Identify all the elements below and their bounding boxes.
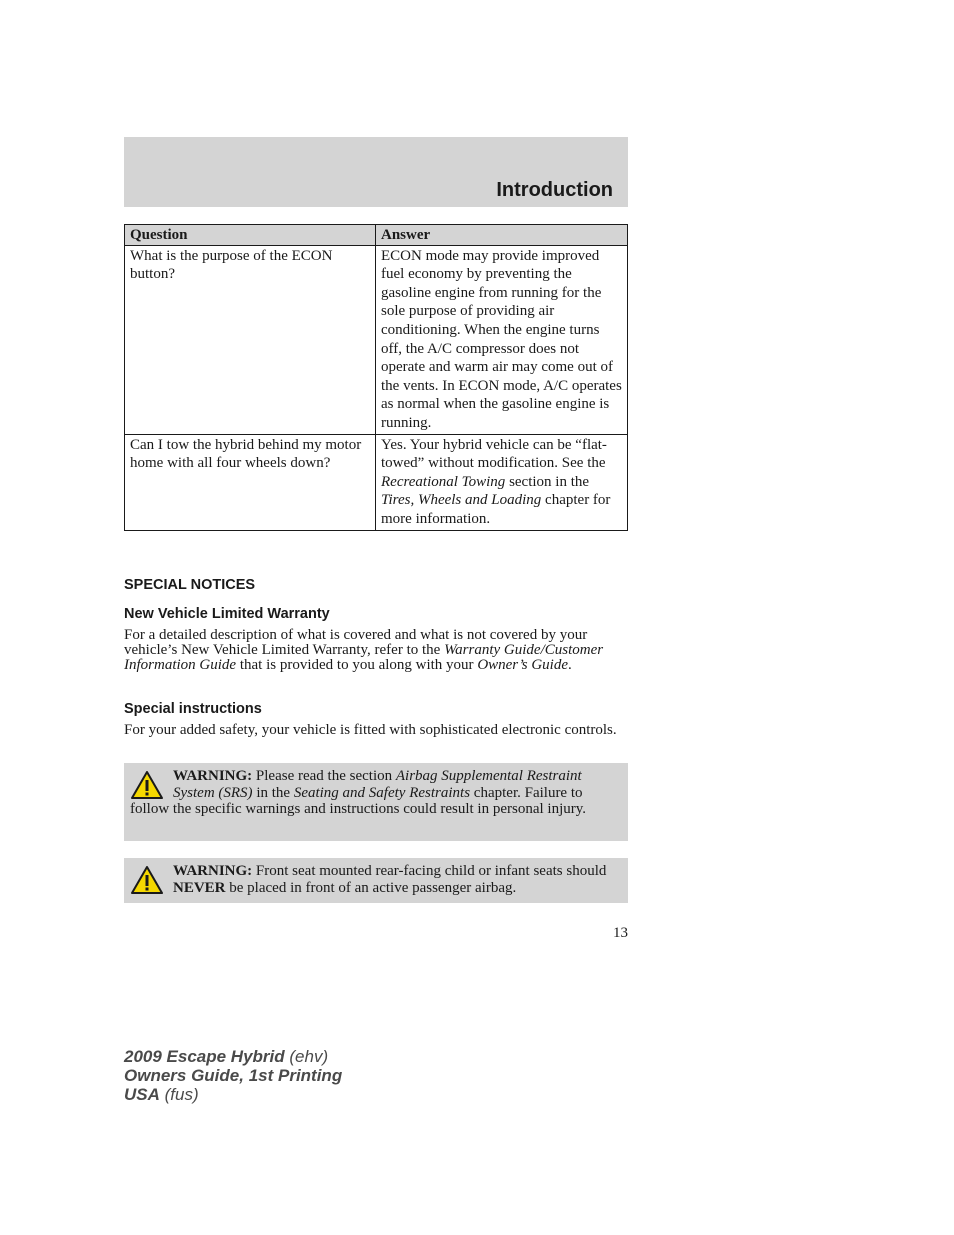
warning-label: WARNING: — [173, 768, 253, 784]
paragraph-text: For a detailed description of what is covered and what is not covered by your vehicle’s New Vehicle Limited Warranty, refer to the — [124, 627, 588, 658]
question-cell: What is the purpose of the ECON button? — [125, 245, 376, 434]
special-instructions-block — [124, 701, 628, 738]
page-number: 13 — [613, 925, 628, 941]
table-row — [125, 245, 628, 434]
warning-triangle-icon — [130, 770, 164, 800]
footer-line-market — [124, 1085, 342, 1104]
srs-section-ref: Airbag Supplemental Restraint System (SRS) — [173, 768, 582, 801]
chapter-title: Introduction — [496, 179, 613, 201]
footer-market-code: (fus) — [159, 1085, 199, 1104]
warning-box-child-seat — [124, 858, 628, 903]
answer-text: chapter for more information. — [381, 492, 611, 527]
table-row — [125, 434, 628, 530]
warranty-block — [124, 606, 628, 673]
warning-text: Front seat mounted rear-facing child or infant seats should — [252, 863, 607, 879]
warning-triangle-icon — [130, 865, 164, 895]
footer-line-printing — [124, 1066, 342, 1085]
warning-text: Please read the section — [252, 768, 396, 784]
warning-text: chapter. Failure to follow the specific warnings and instructions could result in personal injury. — [130, 784, 587, 818]
footer-model: 2009 Escape Hybrid — [124, 1047, 285, 1066]
section-heading: SPECIAL NOTICES — [124, 577, 256, 593]
footer-market: USA — [124, 1085, 160, 1104]
subsection-heading: New Vehicle Limited Warranty — [124, 606, 330, 622]
answer-cell: ECON mode may provide improved fuel economy by preventing the gasoline engine from running for the sole purpose of providing air conditioning. When the engine turns off, the A/C compressor does not operate and warm air may come out of the vents. In ECON mode, A/C operates as normal when the gasoline engine is running. — [376, 245, 628, 434]
warranty-paragraph — [124, 628, 628, 673]
warning-text: in the — [252, 784, 294, 801]
answer-text: Yes. Your hybrid vehicle can be “flat-towed” without modification. See the — [381, 436, 607, 472]
paragraph-text: . — [568, 657, 572, 673]
seating-chapter-ref: Seating and Safety Restraints — [293, 784, 471, 801]
chapter-header-band — [124, 137, 628, 207]
answer-text: section in the — [505, 473, 590, 490]
warning-box-airbag — [124, 763, 628, 841]
paragraph-text: that is provided to you along with your — [236, 657, 478, 673]
footer-printing: Owners Guide, 1st Printing — [124, 1066, 343, 1085]
special-notices-heading-block — [124, 577, 628, 593]
instructions-paragraph: For your added safety, your vehicle is fitted with sophisticated electronic controls. — [124, 722, 617, 738]
answer-ref-towing: Recreational Towing — [381, 473, 506, 490]
table-header-row — [125, 225, 628, 246]
footer-imprint — [124, 1047, 342, 1104]
answer-ref-chapter: Tires, Wheels and Loading — [381, 492, 542, 509]
question-cell: Can I tow the hybrid behind my motor home with all four wheels down? — [125, 434, 376, 530]
never-emphasis: NEVER — [173, 879, 226, 896]
column-header-answer: Answer — [376, 225, 628, 246]
subsection-heading: Special instructions — [124, 701, 262, 717]
answer-cell — [376, 434, 628, 530]
qa-table — [124, 224, 628, 531]
warning-label: WARNING: — [173, 863, 253, 879]
owners-guide-ref: Owner’s Guide — [477, 657, 569, 673]
warranty-guide-ref: Warranty Guide/Customer Information Guide — [124, 642, 604, 673]
footer-line-model — [124, 1047, 342, 1066]
column-header-question: Question — [125, 225, 376, 246]
warning-text: be placed in front of an active passenger airbag. — [225, 879, 517, 896]
footer-model-code: (ehv) — [284, 1047, 329, 1066]
